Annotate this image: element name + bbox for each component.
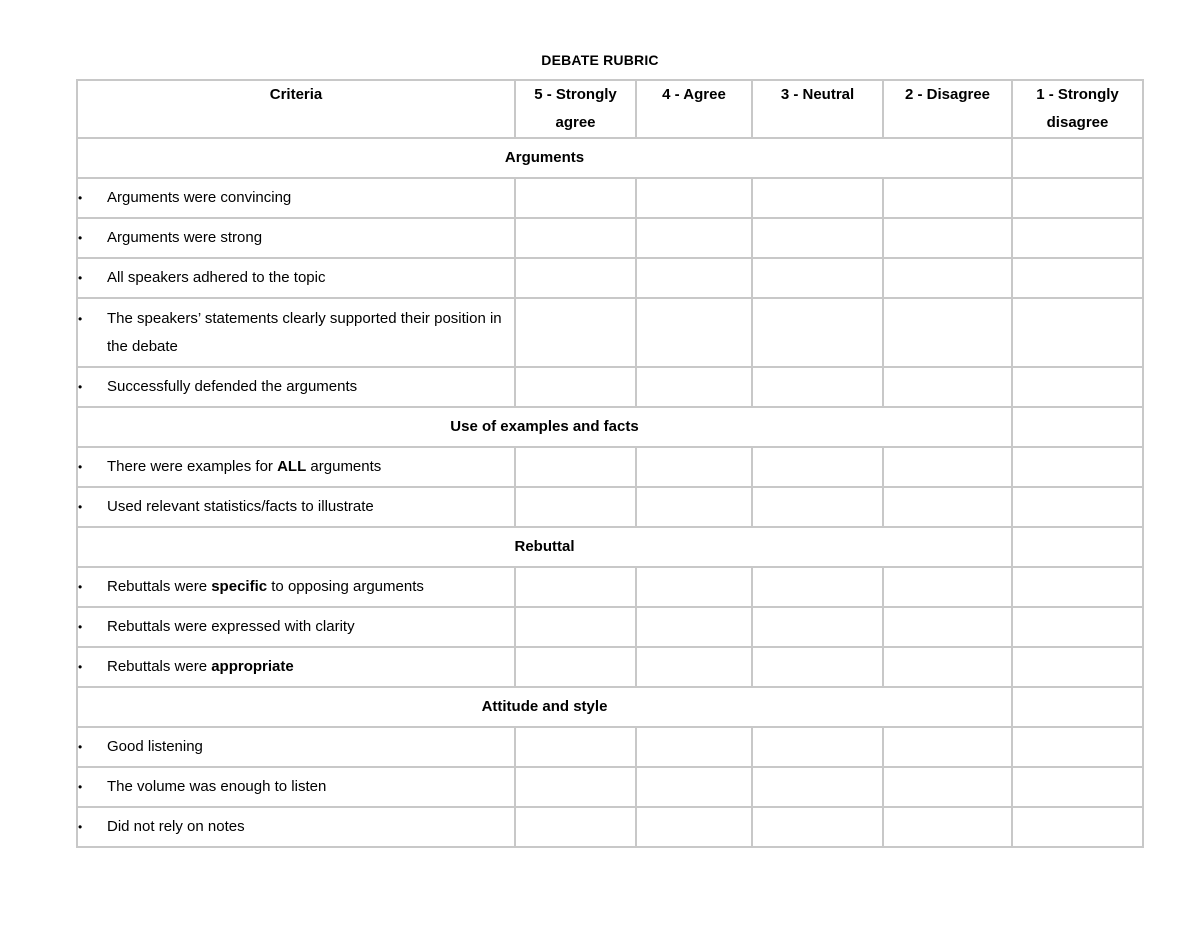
criterion-row — [77, 807, 1143, 847]
score-5-cell[interactable] — [515, 807, 636, 847]
bullet-icon: • — [78, 271, 83, 285]
section-row — [77, 138, 1143, 178]
score-3-cell[interactable] — [752, 258, 883, 298]
criterion-text-part: Used relevant statistics/facts to illustrate — [107, 498, 374, 515]
score-5-cell[interactable] — [515, 767, 636, 807]
bullet-icon: • — [78, 820, 83, 834]
score-2-cell[interactable] — [883, 647, 1012, 687]
criterion-cell — [77, 487, 515, 527]
criterion-text — [107, 813, 514, 841]
bullet-icon: • — [78, 500, 83, 514]
score-1-cell[interactable] — [1012, 178, 1143, 218]
score-1-cell[interactable] — [1012, 298, 1143, 367]
criterion-row — [77, 447, 1143, 487]
criterion-text — [107, 733, 514, 761]
score-2-cell[interactable] — [883, 767, 1012, 807]
criterion-row — [77, 298, 1143, 367]
section-empty-cell — [1012, 527, 1143, 567]
criterion-emphasis: appropriate — [211, 658, 294, 675]
rubric-table — [76, 79, 1144, 848]
criterion-text — [107, 373, 514, 401]
score-1-cell[interactable] — [1012, 258, 1143, 298]
criterion-row — [77, 218, 1143, 258]
score-2-cell[interactable] — [883, 178, 1012, 218]
score-4-cell[interactable] — [636, 767, 752, 807]
score-2-cell[interactable] — [883, 487, 1012, 527]
criterion-text — [107, 573, 514, 601]
score-2-cell[interactable] — [883, 367, 1012, 407]
score-5-cell[interactable] — [515, 258, 636, 298]
criterion-cell — [77, 567, 515, 607]
score-3-cell[interactable] — [752, 178, 883, 218]
criterion-cell — [77, 298, 515, 367]
criterion-text-part: Rebuttals were — [107, 658, 212, 675]
score-4-cell[interactable] — [636, 727, 752, 767]
score-5-cell[interactable] — [515, 607, 636, 647]
rubric-body — [77, 138, 1143, 847]
criterion-text-part: to opposing arguments — [267, 578, 424, 595]
score-2-cell[interactable] — [883, 727, 1012, 767]
score-3-cell[interactable] — [752, 727, 883, 767]
score-4-cell[interactable] — [636, 567, 752, 607]
section-empty-cell — [1012, 687, 1143, 727]
score-2-cell[interactable] — [883, 567, 1012, 607]
bullet-icon: • — [78, 380, 83, 394]
criterion-cell — [77, 178, 515, 218]
criterion-cell — [77, 367, 515, 407]
criterion-text — [107, 773, 514, 801]
header-strongly-disagree: 1 - Strongly disagree — [1012, 80, 1143, 138]
header-row — [77, 80, 1143, 138]
criterion-cell — [77, 647, 515, 687]
score-3-cell[interactable] — [752, 567, 883, 607]
score-2-cell[interactable] — [883, 807, 1012, 847]
score-3-cell[interactable] — [752, 647, 883, 687]
criterion-cell — [77, 607, 515, 647]
score-5-cell[interactable] — [515, 218, 636, 258]
score-4-cell[interactable] — [636, 298, 752, 367]
criterion-text — [107, 305, 514, 361]
criterion-text-part: Did not rely on notes — [107, 818, 245, 835]
criterion-text — [107, 653, 514, 681]
section-row — [77, 407, 1143, 447]
bullet-icon: • — [78, 311, 83, 326]
score-1-cell[interactable] — [1012, 487, 1143, 527]
score-1-cell[interactable] — [1012, 807, 1143, 847]
bullet-icon: • — [78, 740, 83, 754]
score-2-cell[interactable] — [883, 218, 1012, 258]
score-2-cell[interactable] — [883, 298, 1012, 367]
score-1-cell[interactable] — [1012, 567, 1143, 607]
bullet-icon: • — [78, 580, 83, 594]
header-criteria: Criteria — [77, 80, 515, 138]
score-1-cell[interactable] — [1012, 727, 1143, 767]
score-4-cell[interactable] — [636, 447, 752, 487]
score-3-cell[interactable] — [752, 607, 883, 647]
bullet-icon: • — [78, 660, 83, 674]
criterion-row — [77, 567, 1143, 607]
criterion-text-part: Rebuttals were — [107, 578, 212, 595]
criterion-cell — [77, 727, 515, 767]
criterion-row — [77, 727, 1143, 767]
bullet-icon: • — [78, 780, 83, 794]
score-3-cell[interactable] — [752, 807, 883, 847]
score-3-cell[interactable] — [752, 767, 883, 807]
score-5-cell[interactable] — [515, 647, 636, 687]
criterion-text — [107, 613, 514, 641]
criterion-text — [107, 224, 514, 252]
criterion-text-part: All speakers adhered to the topic — [107, 269, 326, 286]
score-3-cell[interactable] — [752, 218, 883, 258]
criterion-text-part: The speakers’ statements clearly supported their position in the debate — [107, 309, 502, 355]
section-row — [77, 687, 1143, 727]
score-5-cell[interactable] — [515, 727, 636, 767]
score-2-cell[interactable] — [883, 258, 1012, 298]
header-strongly-agree: 5 - Strongly agree — [515, 80, 636, 138]
bullet-icon: • — [78, 191, 83, 205]
score-4-cell[interactable] — [636, 807, 752, 847]
section-heading: Rebuttal — [77, 527, 1012, 567]
criterion-cell — [77, 807, 515, 847]
criterion-emphasis: specific — [211, 578, 268, 595]
score-5-cell[interactable] — [515, 567, 636, 607]
score-3-cell[interactable] — [752, 447, 883, 487]
bullet-icon: • — [78, 460, 83, 474]
criterion-text-part: There were examples for — [107, 458, 278, 475]
criterion-cell — [77, 218, 515, 258]
criterion-row — [77, 767, 1143, 807]
score-1-cell[interactable] — [1012, 647, 1143, 687]
section-empty-cell — [1012, 138, 1143, 178]
score-3-cell[interactable] — [752, 367, 883, 407]
score-5-cell[interactable] — [515, 367, 636, 407]
section-heading: Arguments — [77, 138, 1012, 178]
score-5-cell[interactable] — [515, 487, 636, 527]
criterion-text-part: Successfully defended the arguments — [107, 378, 358, 395]
criterion-emphasis: ALL — [277, 458, 307, 475]
score-4-cell[interactable] — [636, 258, 752, 298]
criterion-text-part: Good listening — [107, 738, 203, 755]
score-4-cell[interactable] — [636, 218, 752, 258]
criterion-row — [77, 367, 1143, 407]
criterion-text-part: Rebuttals were expressed with clarity — [107, 618, 355, 635]
score-4-cell[interactable] — [636, 487, 752, 527]
header-neutral: 3 - Neutral — [752, 80, 883, 138]
score-1-cell[interactable] — [1012, 447, 1143, 487]
score-5-cell[interactable] — [515, 298, 636, 367]
criterion-row — [77, 607, 1143, 647]
criterion-text — [107, 184, 514, 212]
section-row — [77, 527, 1143, 567]
criterion-row — [77, 178, 1143, 218]
bullet-icon: • — [78, 231, 83, 245]
score-3-cell[interactable] — [752, 298, 883, 367]
header-agree: 4 - Agree — [636, 80, 752, 138]
criterion-row — [77, 258, 1143, 298]
criterion-cell — [77, 447, 515, 487]
section-heading: Attitude and style — [77, 687, 1012, 727]
score-4-cell[interactable] — [636, 178, 752, 218]
criterion-text-part: The volume was enough to listen — [107, 778, 327, 795]
criterion-text — [107, 453, 514, 481]
criterion-text-part: Arguments were convincing — [107, 189, 292, 206]
bullet-icon: • — [78, 620, 83, 634]
score-4-cell[interactable] — [636, 607, 752, 647]
criterion-row — [77, 487, 1143, 527]
score-2-cell[interactable] — [883, 447, 1012, 487]
header-disagree: 2 - Disagree — [883, 80, 1012, 138]
score-5-cell[interactable] — [515, 178, 636, 218]
score-3-cell[interactable] — [752, 487, 883, 527]
section-empty-cell — [1012, 407, 1143, 447]
criterion-text-part: Arguments were strong — [107, 229, 263, 246]
score-1-cell[interactable] — [1012, 767, 1143, 807]
criterion-text — [107, 264, 514, 292]
score-1-cell[interactable] — [1012, 218, 1143, 258]
score-2-cell[interactable] — [883, 607, 1012, 647]
page-title: DEBATE RUBRIC — [541, 52, 659, 68]
score-5-cell[interactable] — [515, 447, 636, 487]
criterion-text — [107, 493, 514, 521]
section-heading: Use of examples and facts — [77, 407, 1012, 447]
score-1-cell[interactable] — [1012, 607, 1143, 647]
criterion-row — [77, 647, 1143, 687]
score-1-cell[interactable] — [1012, 367, 1143, 407]
criterion-text-part: arguments — [306, 458, 382, 475]
score-4-cell[interactable] — [636, 647, 752, 687]
criterion-cell — [77, 258, 515, 298]
criterion-cell — [77, 767, 515, 807]
score-4-cell[interactable] — [636, 367, 752, 407]
